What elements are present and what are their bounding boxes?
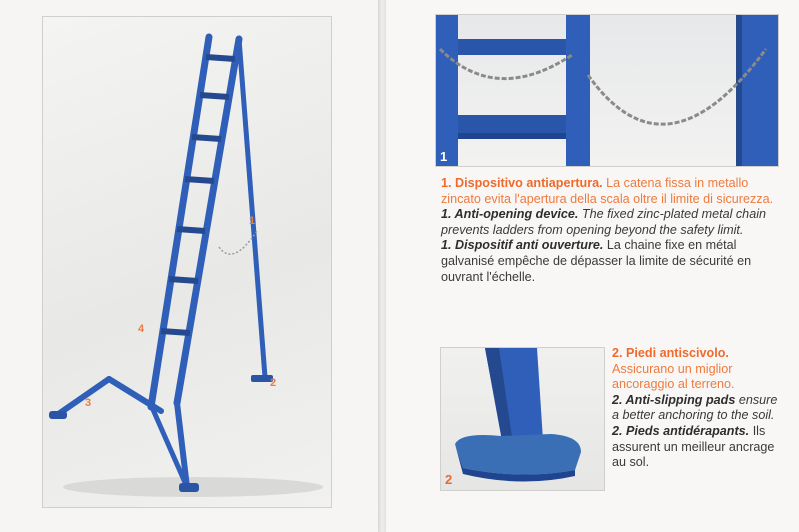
chain-illustration bbox=[436, 15, 778, 166]
callout-3: 3 bbox=[85, 397, 92, 409]
feature-1-title-it: 1. Dispositivo antiapertura. bbox=[441, 176, 603, 190]
foot-pad-detail-photo bbox=[440, 347, 605, 491]
feature-1-title-en: 1. Anti-opening device. bbox=[441, 207, 579, 222]
feature-1-body-it: La catena fissa in metallo zincato evita l'apertura della scala oltre il limite di sicurezza. bbox=[441, 176, 774, 206]
callout-2: 2 bbox=[270, 377, 277, 389]
ladder-illustration bbox=[43, 17, 331, 507]
feature-2-title-it: 2. Piedi antiscivolo. bbox=[612, 346, 729, 360]
callout-1: 1 bbox=[249, 215, 256, 227]
feature-1-body-en: The fixed zinc-plated metal chain prevents ladders from opening beyond the safety limit. bbox=[441, 207, 766, 237]
feature-2-body-fr: Ils assurent un meilleur ancrage au sol. bbox=[612, 423, 775, 470]
photo-badge-2: 2 bbox=[445, 472, 453, 487]
feature-2-text bbox=[612, 346, 787, 471]
feature-1-body-fr: La chaine fixe en métal galvanisé empêche de dépasser la limite de sécurité en ouvrant l'échelle. bbox=[441, 238, 752, 284]
feature-2-body-it: Assicurano un miglior ancoraggio al terreno. bbox=[612, 361, 735, 392]
feature-2-title-en: 2. Anti-slipping pads bbox=[612, 392, 736, 407]
feature-1-text bbox=[441, 176, 786, 285]
photo-badge-1: 1 bbox=[440, 149, 448, 164]
feature-2-title-fr: 2. Pieds antidérapants. bbox=[612, 423, 750, 438]
feature-2-body-en: ensure a better anchoring to the soil. bbox=[612, 392, 778, 423]
page-fold bbox=[378, 0, 386, 532]
chain-detail-photo bbox=[435, 14, 779, 167]
ladder-photo bbox=[42, 16, 332, 508]
feature-1-title-fr: 1. Dispositif anti ouverture. bbox=[441, 238, 604, 253]
callout-4: 4 bbox=[138, 323, 145, 335]
foot-pad-illustration bbox=[441, 348, 604, 490]
